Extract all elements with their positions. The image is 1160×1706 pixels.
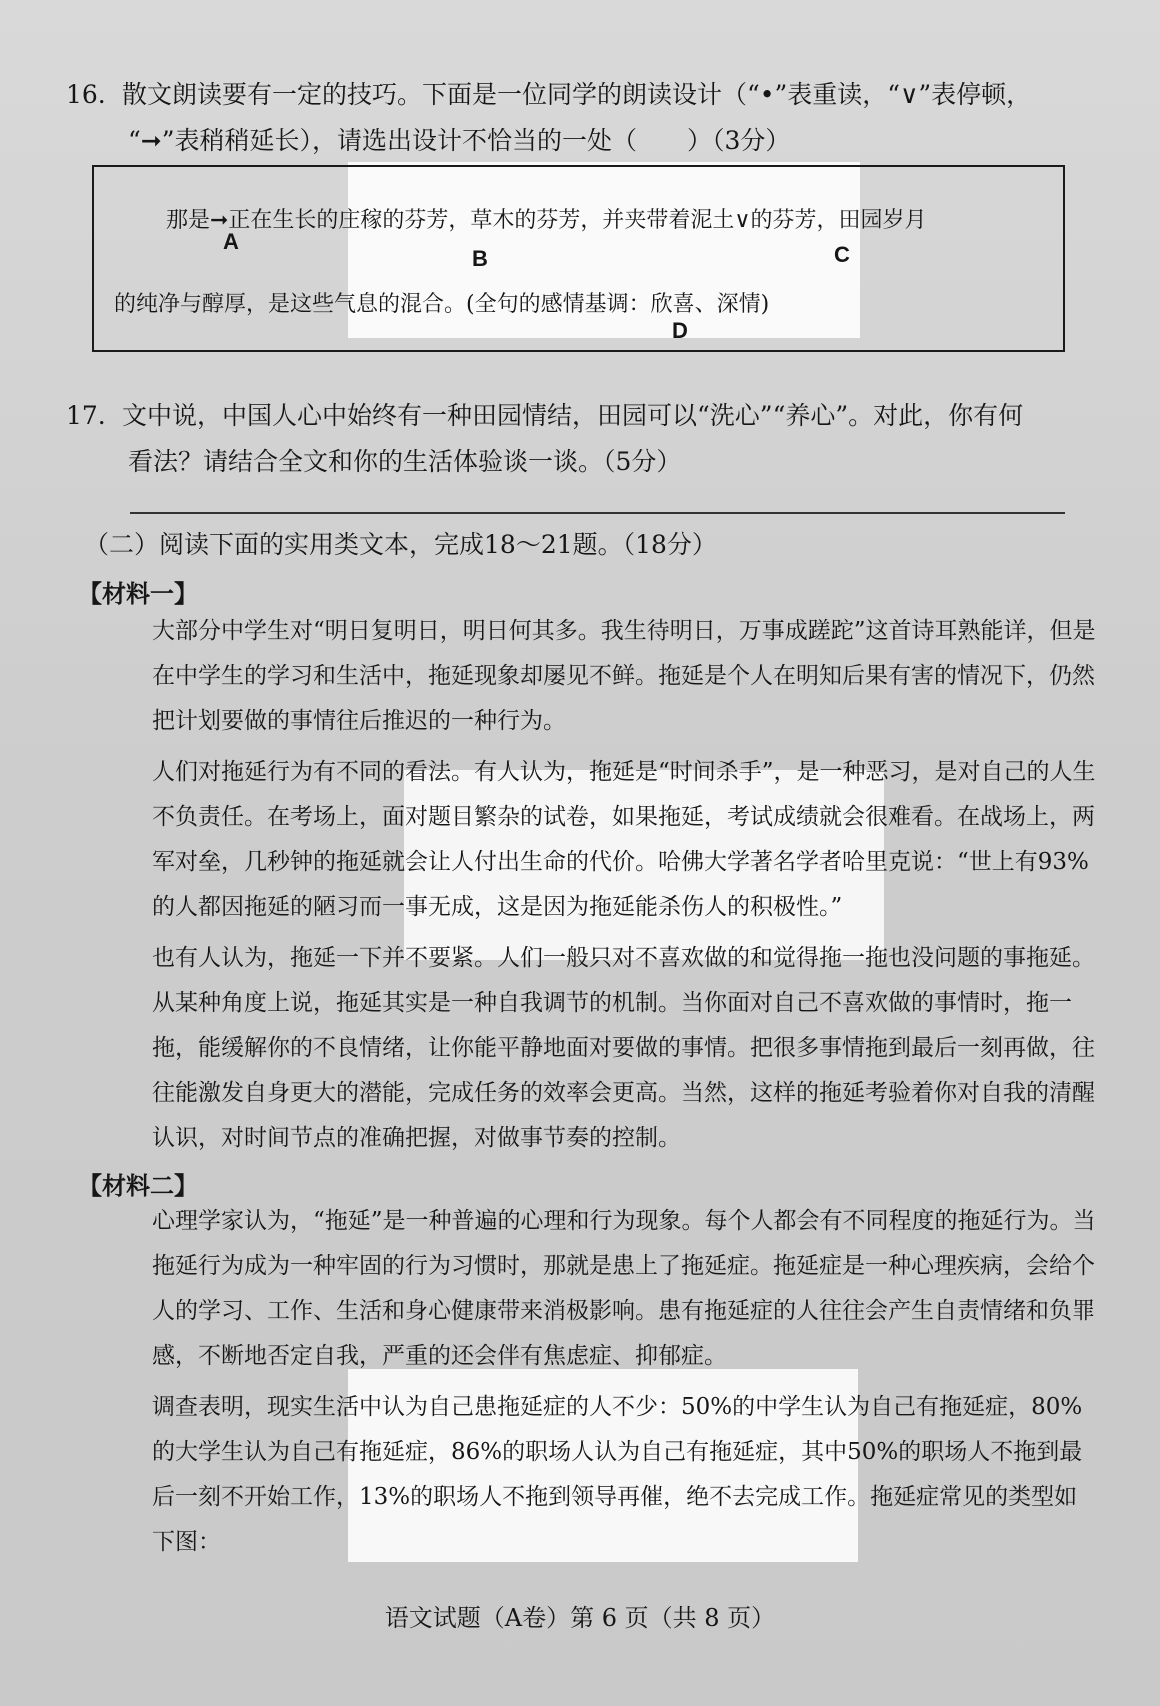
option-mark-a: A [223, 229, 239, 254]
question-text: “➞”表稍稍延长），请选出设计不恰当的一处（ ）（3分） [128, 126, 791, 155]
question-text: 散文朗读要有一定的技巧。下面是一位同学的朗读设计（“•”表重读，“∨”表停顿， [122, 80, 1032, 109]
paragraph: 人们对拖延行为有不同的看法。有人认为，拖延是“时间杀手”，是一种恶习，是对自己的人生不负责任。在考场上，面对题目繁杂的试卷，如果拖延，考试成绩就会很难看。在战场上，两军对垒，几秒钟的拖延就会让人付出生命的代价。哈佛大学著名学者哈里克说：“世上有93%的人都因拖延的陋习而一事无成，这是因为拖延能杀伤人的积极性。” [152, 759, 1096, 920]
material-2-body [88, 1199, 1098, 1584]
material-1-body [88, 609, 1098, 1154]
paragraph: 心理学家认为，“拖延”是一种普遍的心理和行为现象。每个人都会有不同程度的拖延行为。当拖延行为成为一种牢固的行为习惯时，那就是患上了拖延症。拖延症是一种心理疾病，会给个人的学习、工作、生活和身心健康带来消极影响。患有拖延症的人往往会产生自责情绪和负罪感，不断地否定自我，严重的还会伴有焦虑症、抑郁症。 [152, 1208, 1096, 1369]
option-mark-b: B [472, 246, 488, 271]
question-number: 16. [66, 80, 106, 109]
question-16 [66, 72, 1031, 164]
paragraph: 调查表明，现实生活中认为自己患拖延症的人不少：50%的中学生认为自己有拖延症，80%的大学生认为自己有拖延症，86%的职场人认为自己有拖延症，其中50%的职场人不拖到最后一刻不开始工作，13%的职场人不拖到领导再催，绝不去完成工作。拖延症常见的类型如下图： [152, 1394, 1083, 1555]
answer-line [130, 512, 1065, 514]
paragraph: 大部分中学生对“明日复明日，明日何其多。我生待明日，万事成蹉跎”这首诗耳熟能详，但是在中学生的学习和生活中，拖延现象却屡见不鲜。拖延是个人在明知后果有害的情况下，仍然把计划要做的事情往后推迟的一种行为。 [152, 618, 1096, 734]
question-number: 17. [66, 401, 106, 430]
paragraph: 也有人认为，拖延一下并不要紧。人们一般只对不喜欢做的和觉得拖一拖也没问题的事拖延。从某种角度上说，拖延其实是一种自我调节的机制。当你面对自己不喜欢做的事情时，拖一拖，能缓解你的不良情绪，让你能平静地面对要做的事情。把很多事情拖到最后一刻再做，往往能激发自身更大的潜能，完成任务的效率会更高。当然，这样的拖延考验着你对自我的清醒认识，对时间节点的准确把握，对做事节奏的控制。 [152, 945, 1095, 1151]
question-text: 看法？请结合全文和你的生活体验谈一谈。（5分） [128, 447, 682, 476]
reading-design-box [92, 165, 1065, 352]
option-mark-c: C [834, 242, 850, 267]
box-sentence-line: 那是➞正在生长的庄稼的芬芳，草木的芬芳，并夹带着泥土∨的芬芳，田园岁月 [166, 208, 927, 233]
question-text: 文中说，中国人心中始终有一种田园情结，田园可以“洗心”“养心”。对此，你有何 [122, 401, 1024, 430]
box-sentence-line: 的纯净与醇厚，是这些气息的混合。(全句的感情基调：欣喜、深情) [114, 292, 770, 317]
question-17 [66, 393, 1023, 485]
material-heading: 【材料二】 [78, 1171, 198, 1200]
page-footer: 语文试题（A卷）第 6 页（共 8 页） [384, 1604, 776, 1632]
section-title: （二）阅读下面的实用类文本，完成18～21题。（18分） [84, 530, 717, 559]
option-mark-d: D [672, 318, 688, 343]
material-heading: 【材料一】 [78, 579, 198, 608]
